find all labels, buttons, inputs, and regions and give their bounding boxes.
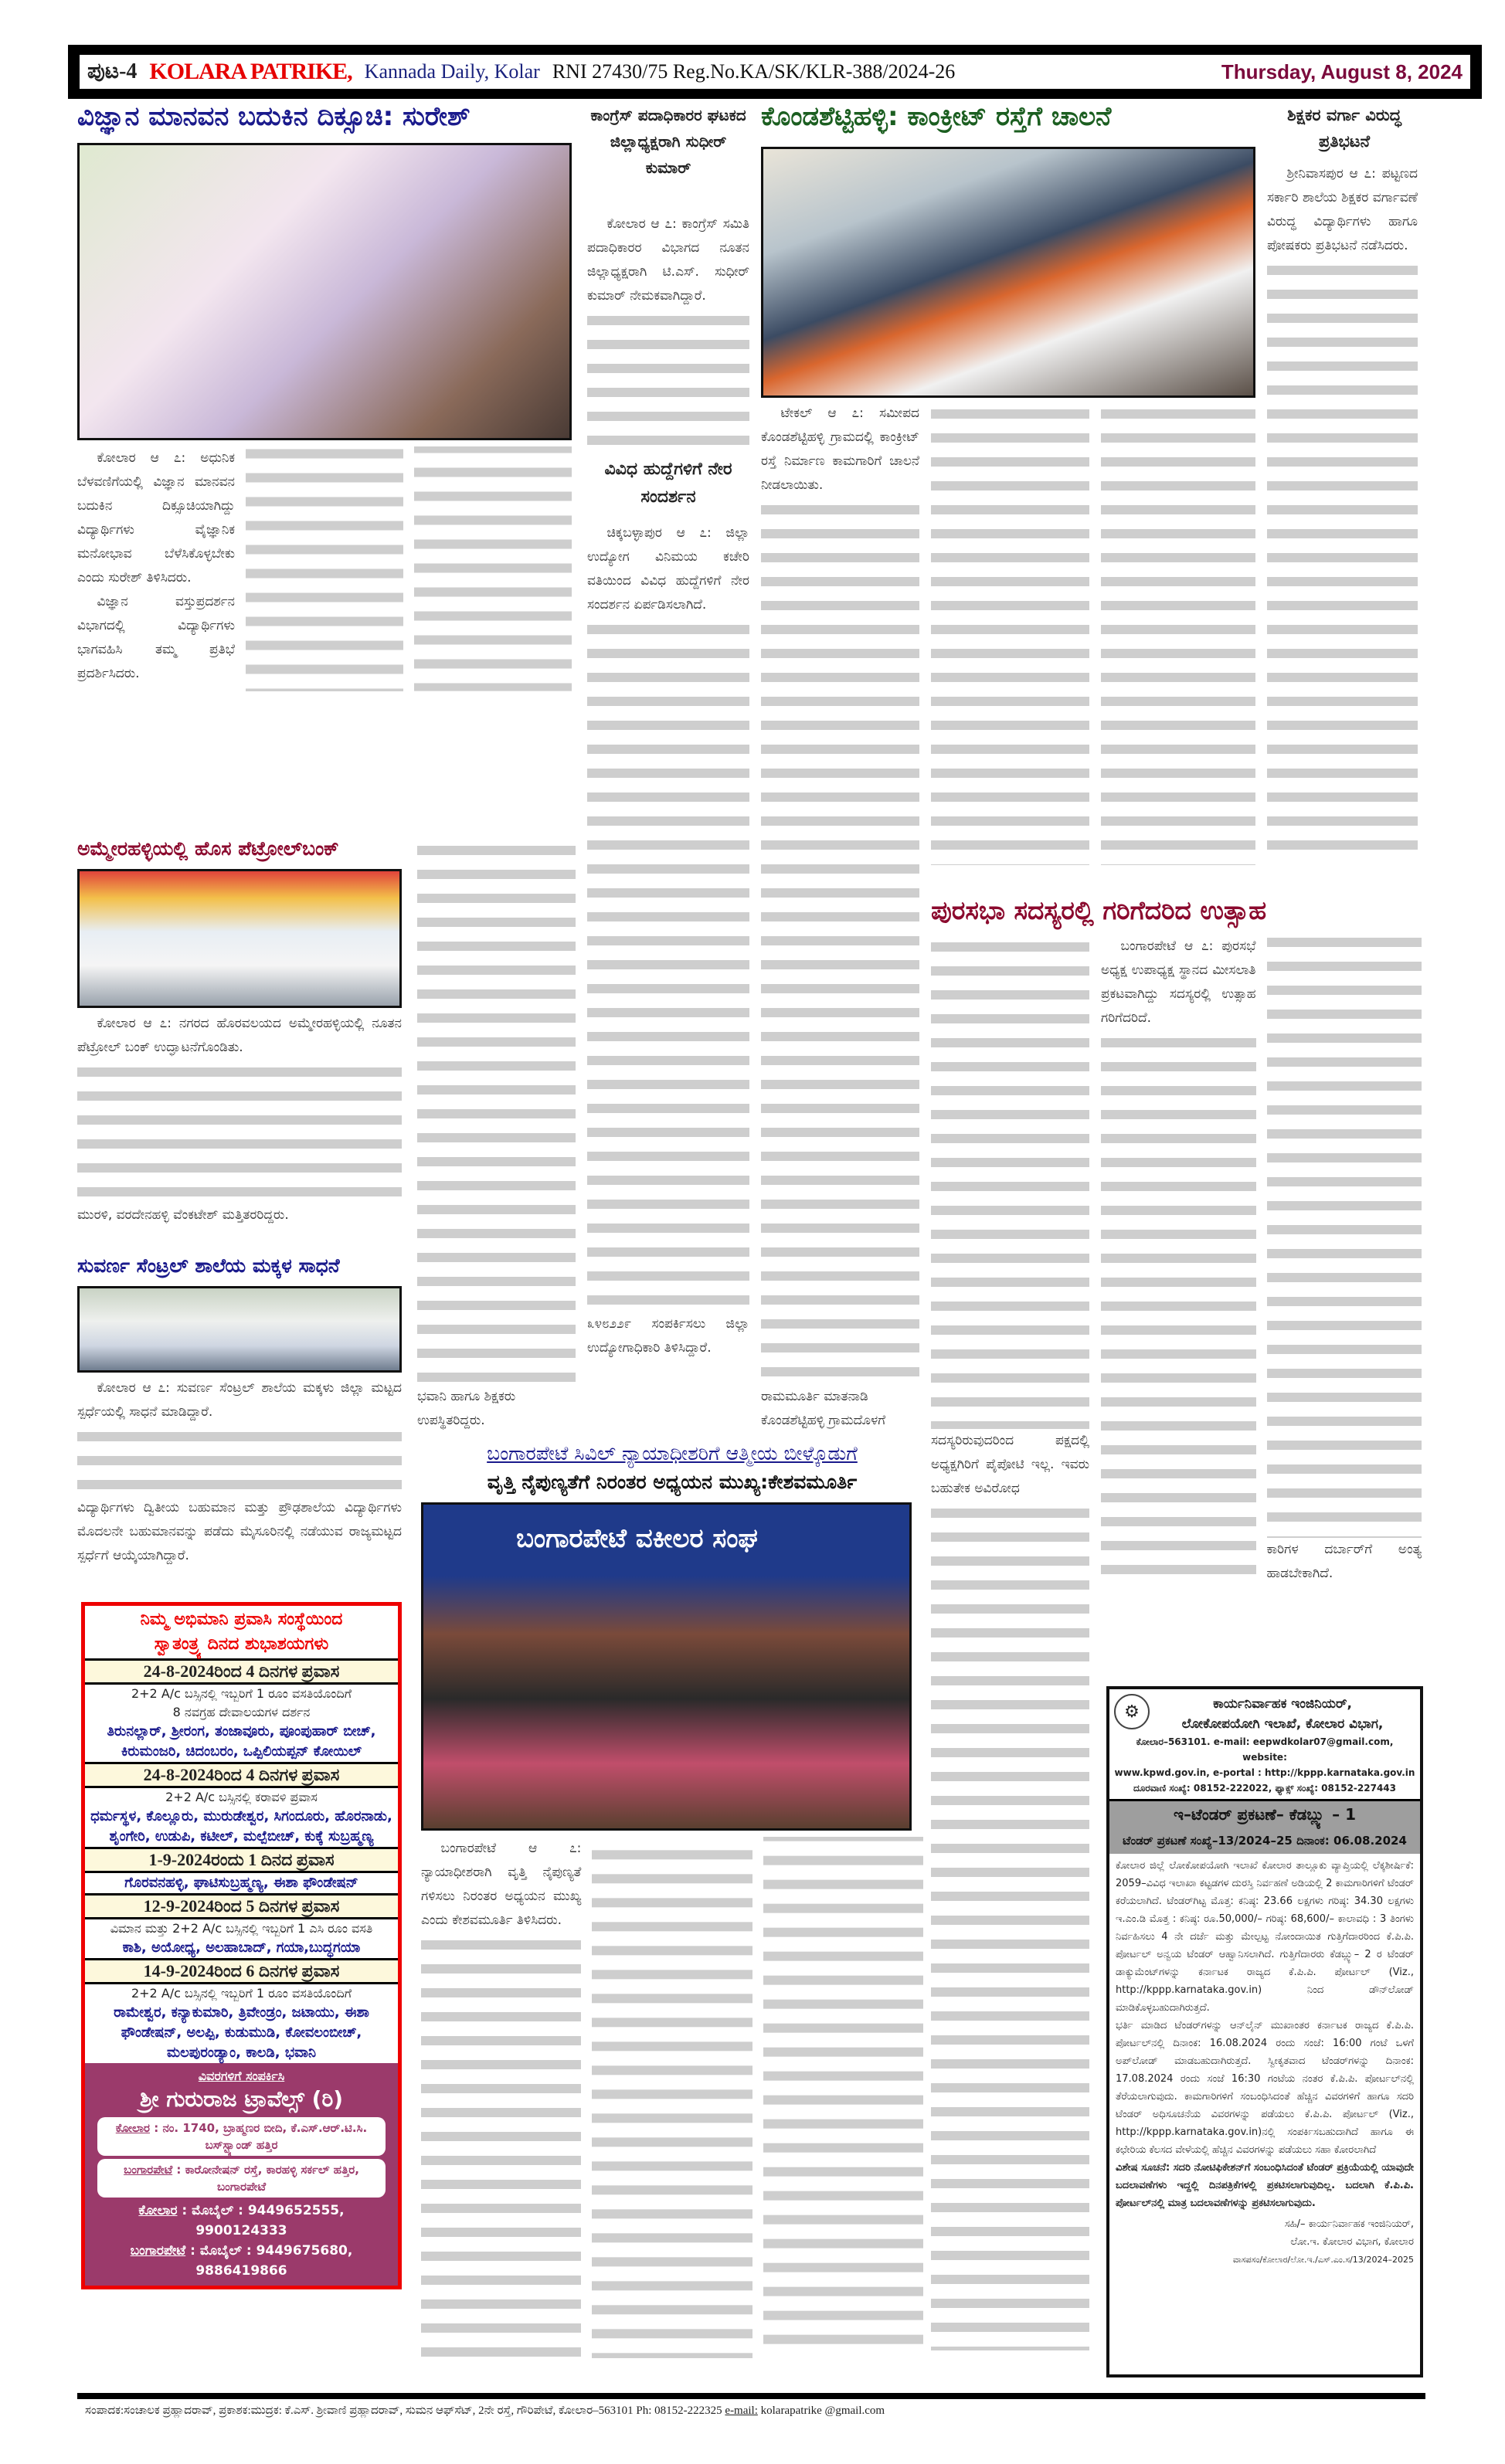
text-lines xyxy=(77,1424,402,1496)
text-lines xyxy=(1101,402,1255,865)
road-inauguration-photo xyxy=(761,147,1255,398)
text-lines xyxy=(931,402,1089,865)
kolar-address xyxy=(97,2117,386,2156)
story-subheadline: ವೃತ್ತಿ ನೈಪುಣ್ಯತೆಗೆ ನಿರಂತರ ಅಧ್ಯಯನ ಮುಖ್ಯ:ಕೇಶವಮೂರ್ತಿ xyxy=(487,1471,858,1493)
agency-name: ಶ್ರೀ ಗುರುರಾಜ ಟ್ರಾವೆಲ್ಸ್ (ರಿ) xyxy=(139,2086,344,2112)
registration-number: RNI 27430/75 Reg.No.KA/SK/KLR-388/2024-26 xyxy=(552,60,956,83)
contact-label: ವಿವರಗಳಿಗೆ ಸಂಪರ್ಕಿಸಿ xyxy=(198,2069,285,2083)
ad-title: ನಿಮ್ಮ ಅಭಿಮಾನಿ ಪ್ರವಾಸಿ ಸಂಸ್ಥೆಯಿಂದ xyxy=(140,1610,343,1629)
masthead xyxy=(77,53,1473,91)
phone-label: ಬಂಗಾರಪೇಟೆ xyxy=(130,2243,186,2259)
story-headline: ವಿಜ್ಞಾನ ಮಾನವನ ಬದುಕಿನ ದಿಕ್ಸೂಚಿ: ಸುರೇಶ್ xyxy=(77,101,471,132)
text-lines xyxy=(1267,258,1418,860)
story-body xyxy=(77,1376,402,1600)
tour-info: 2+2 A/c ಬಸ್ಸಿನಲ್ಲಿ ಇಬ್ಬರಿಗೆ 1 ರೂಂ ವಸತಿಯೊಂದಿಗೆ xyxy=(131,1986,352,2001)
tour-info: 2+2 A/c ಬಸ್ಸಿನಲ್ಲಿ ಕರಾವಳಿ ಪ್ರವಾಸ xyxy=(165,1790,318,1804)
newspaper-subtitle: Kannada Daily, Kolar xyxy=(364,60,540,83)
office-title: ಕಾರ್ಯನಿರ್ವಾಹಕ ಇಂಜಿನಿಯರ್, xyxy=(1213,1696,1352,1712)
story-headline: ಅಮ್ಮೇರಹಳ್ಳಿಯಲ್ಲಿ ಹೊಸ ಪೆಟ್ರೋಲ್‌ಬಂಕ್ xyxy=(77,837,339,860)
reference-number: ವಾಸಪಸಂ/ಕೋಲಾರ/ಲೋ.ಇ./ಎಸ್.ಎಂ.ಸ/13/2024–2025 xyxy=(1232,2255,1414,2265)
story-body xyxy=(421,1837,923,2377)
paragraph: ವಿಜ್ಞಾನ ವಸ್ತುಪ್ರದರ್ಶನ ವಿಭಾಗದಲ್ಲಿ ವಿದ್ಯಾರ್ಥಿಗಳು ಭಾಗವಹಿಸಿ ತಮ್ಮ ಪ್ರತಿಭೆ ಪ್ರದರ್ಶಿಸಿದರು. xyxy=(77,594,235,681)
tour-places: ಗೊರವನಹಳ್ಳಿ, ಘಾಟಿಸುಬ್ರಹ್ಮಣ್ಯ, ಈಶಾ ಫೌಂಡೇಷನ್ xyxy=(124,1875,358,1891)
newspaper-title: KOLARA PATRIKE, xyxy=(149,59,352,84)
text-lines xyxy=(1101,935,1422,1586)
paragraph: ಕೋಲಾರ ಆ ೭: ನಗರದ ಹೊರವಲಯದ ಅಮ್ಮೇರಹಳ್ಳಿಯಲ್ಲಿ ನೂತನ ಪೆಟ್ರೋಲ್ ಬಂಕ್ ಉದ್ಘಾಟನೆಗೊಂಡಿತು. xyxy=(77,1016,402,1055)
text-lines xyxy=(77,1060,402,1203)
email-label: e-mail: xyxy=(725,2405,758,2417)
paragraph: ಶ್ರೀನಿವಾಸಪುರ ಆ ೭: ಪಟ್ಟಣದ ಸರ್ಕಾರಿ ಶಾಲೆಯ ಶಿಕ್ಷಕರ ವರ್ಗಾವಣೆ ವಿರುದ್ಧ ವಿದ್ಯಾರ್ಥಿಗಳು ಹಾಗೂ ಪೋಷಕರು ಪ್ರತಿಭಟನೆ ನಡೆಸಿದರು. xyxy=(1267,166,1418,253)
tour-info: ವಿಮಾನ ಮತ್ತು 2+2 A/c ಬಸ್ಸಿನಲ್ಲಿ ಇಬ್ಬರಿಗೆ 1 ಎಸಿ ರೂಂ ವಸತಿ xyxy=(110,1921,373,1936)
office-address: ಕೋಲಾರ–563101. e-mail: eepwdkolar07@gmail.com, website: xyxy=(1136,1736,1394,1763)
farewell-ceremony-photo xyxy=(421,1502,912,1831)
phone-label: ಕೋಲಾರ xyxy=(138,2203,178,2218)
paragraph: ಕೋಲಾರ ಆ ೭: ಸುವರ್ಣ ಸೆಂಟ್ರಲ್ ಶಾಲೆಯ ಮಕ್ಕಳು ಜಿಲ್ಲಾ ಮಟ್ಟದ ಸ್ಪರ್ಧೆಯಲ್ಲಿ ಸಾಧನೆ ಮಾಡಿದ್ದಾರೆ. xyxy=(77,1380,402,1420)
paragraph: ೩೪೮೨೨೯ ಸಂಪರ್ಕಿಸಲು ಜಿಲ್ಲಾ ಉದ್ಯೋಗಾಧಿಕಾರಿ ತಿಳಿಸಿದ್ದಾರೆ. xyxy=(587,1316,749,1356)
tour-date: 12-9-2024ರಿಂದ 5 ದಿನಗಳ ಪ್ರವಾಸ xyxy=(85,1893,398,1919)
paragraph: ಟೇಕಲ್ ಆ ೭: ಸಮೀಪದ ಕೊಂಡಶೆಟ್ಟಿಹಳ್ಳಿ ಗ್ರಾಮದಲ್ಲಿ ಕಾಂಕ್ರೀಟ್ ರಸ್ತೆ ನಿರ್ಮಾಣ ಕಾಮಗಾರಿಗೆ ಚಾಲನೆ ನೀಡಲಾಯಿತು. xyxy=(761,406,919,493)
paragraph: ಸದಸ್ಯರಿರುವುದರಿಂದ ಪಕ್ಷದಲ್ಲಿ ಅಧ್ಯಕ್ಷಗಿರಿಗೆ ಪೈಪೋಟಿ ಇಲ್ಲ. ಇವರು ಬಹುತೇಕ ಅವಿರೋಧ xyxy=(931,1433,1089,1496)
bangarapet-phone xyxy=(91,2241,392,2281)
text-lines xyxy=(587,308,749,448)
notice-paragraph: ಭರ್ತಿ ಮಾಡಿದ ಟೆಂಡರ್‌ಗಳನ್ನು ಆನ್‌ಲೈನ್ ಮುಖಾಂತರ ಕರ್ನಾಟಕ ರಾಜ್ಯದ ಕೆ.ಪಿ.ಪಿ. ಪೋರ್ಟಲ್‌ನಲ್ಲಿ ದಿನಾಂಕ: 16.08.2024 ರಂದು ಸಂಜೆ: 16:00 ಗಂಟೆ ಒಳಗೆ ಅಪ್‌ಲೋಡ್ ಮಾಡಬಹುದಾಗಿರುತ್ತದೆ. ಸ್ವೀಕೃತವಾದ ಟೆಂಡರ್‌ಗಳನ್ನು ದಿನಾಂಕ: 17.08.2024 ರಂದು ಸಂಜೆ 16:30 ಗಂಟೆಯ ನಂತರ ಕೆ.ಪಿ.ಪಿ. ಪೋರ್ಟಲ್‌ನಲ್ಲಿ ತೆರೆಯಲಾಗುವುದು. ಕಾಮಗಾರಿಗಳಿಗೆ ಸಂಬಂಧಿಸಿದಂತೆ ಹೆಚ್ಚಿನ ವಿವರಗಳಿಗೆ ಹಾಗೂ ಸದರಿ ಟೆಂಡರ್ ಅಧಿಸೂಚನೆಯ ವಿವರಗಳನ್ನು ಪಡೆಯಲು ಕೆ.ಪಿ.ಪಿ. ಪೋರ್ಟಲ್ (Viz., http://kppp.karnataka.gov.in)ನಲ್ಲಿ ಸಂಪರ್ಕಿಸಬಹುದಾಗಿದೆ ಹಾಗೂ ಈ ಕಛೇರಿಯ ಕೆಲಸದ ವೇಳೆಯಲ್ಲಿ ಹೆಚ್ಚಿನ ವಿವರಗಳನ್ನು ಪಡೆಯಲು ಸಹಾ ಕೋರಲಾಗಿದೆ xyxy=(1116,2020,1414,2156)
travel-advertisement xyxy=(81,1602,402,2289)
paragraph: ಕಾರಿಗಳ ದರ್ಬಾರ್‌ಗೆ ಅಂತ್ಯ ಹಾಡಬೇಕಾಗಿದೆ. xyxy=(1266,1542,1422,1581)
tour-places: ಕಾಶಿ, ಅಯೋಧ್ಯ, ಅಲಹಾಬಾದ್, ಗಯಾ,ಬುದ್ಧಗಯಾ xyxy=(122,1940,361,1956)
tour-places: ಧರ್ಮಸ್ಥಳ, ಕೊಲ್ಲೂರು, ಮುರುಡೇಶ್ವರ, ಸಿಗಂದೂರು, ಹೊರನಾಡು, ಶೃಂಗೇರಿ, ಉಡುಪಿ, ಕಟೀಲ್, ಮಲ್ಪೆಬೀಚ್, ಕುಕ್ಕೆ ಸುಬ್ರಹ್ಮಣ್ಯ xyxy=(90,1808,392,1845)
story-body xyxy=(417,838,576,1433)
tender-notice xyxy=(1106,1686,1423,2377)
tour-date: 24-8-2024ರಿಂದ 4 ದಿನಗಳ ಪ್ರವಾಸ xyxy=(85,1658,398,1685)
notice-special-note: ವಿಶೇಷ ಸೂಚನೆ: ಸದರಿ ನೋಟಿಫಿಕೇಶನ್‌ಗೆ ಸಂಬಂಧಿಸಿದಂತೆ ಟೆಂಡರ್ ಪ್ರಕ್ರಿಯೆಯಲ್ಲಿ ಯಾವುದೇ ಬದಲಾವಣೆಗಳು ಇದ್ದಲ್ಲಿ ದಿನಪತ್ರಿಕೆಗಳಲ್ಲಿ ಪ್ರಕಟಿಸಲಾಗುವುದಿಲ್ಲ. ಬದಲಾಗಿ ಕೆ.ಪಿ.ಪಿ. ಪೋರ್ಟಲ್‌ನಲ್ಲಿ ಮಾತ್ರ ಬದಲಾವಣೆಗಳನ್ನು ಪ್ರಕಟಿಸಲಾಗುವುದು. xyxy=(1116,2162,1414,2209)
phone-numbers: : ಮೊಬೈಲ್ : 9449652555, 9900124333 xyxy=(182,2203,345,2238)
page-number: ಪುಟ-4 xyxy=(87,59,138,83)
notice-paragraph: ಕೋಲಾರ ಜಿಲ್ಲೆ ಲೋಕೋಪಯೋಗಿ ಇಲಾಖೆ ಕೋಲಾರ ತಾಲ್ಲೂಕು ವ್ಯಾಪ್ತಿಯಲ್ಲಿ ಲೆಕ್ಕಶೀರ್ಷಿಕೆ: 2059–ವಿವಿಧ ಇಲಾಖಾ ಕಟ್ಟಡಗಳ ದುರಸ್ತಿ ನಿರ್ವಹಣೆ ಅಡಿಯಲ್ಲಿ 2 ಕಾಮಗಾರಿಗಳಿಗೆ ಟೆಂಡರ್ ಕರೆಯಲಾಗಿದೆ. ಟೆಂಡರ್‌ಗಿಟ್ಟ ಮೊತ್ತ: ಕನಿಷ್ಠ: 23.66 ಲಕ್ಷಗಳು ಗರಿಷ್ಠ: 34.30 ಲಕ್ಷಗಳು ಇ.ಎಂ.ಡಿ ಮೊತ್ತ : ಕನಿಷ್ಠ: ರೂ.50,000/– ಗರಿಷ್ಠ: 68,600/– ಕಾಲಾವಧಿ : 3 ತಿಂಗಳು ನಿರ್ವಹಿಸಲು 4 ನೇ ದರ್ಜೆ ಮತ್ತು ಮೇಲ್ಪಟ್ಟ ನೋಂದಾಯಿತ ಗುತ್ತಿಗೆದಾರರಿಂದ ಕೆ.ಪಿ.ಪಿ. ಪೋರ್ಟಲ್ ಅನ್ವಯ ಟೆಂಡರ್ ಆಹ್ವಾನಿಸಲಾಗಿದೆ. ಗುತ್ತಿಗೆದಾರರು ಕೆಡಬ್ಲ್ಯು– 2 ರ ಟೆಂಡರ್ ಡಾಕ್ಯುಮೆಂಟ್‌ಗಳನ್ನು ಕರ್ನಾಟಕ ರಾಜ್ಯದ ಕೆ.ಪಿ.ಪಿ. ಪೋರ್ಟಲ್ (Viz., http://kppp.karnataka.gov.in) ನಿಂದ ಡೌನ್‌ಲೋಡ್ ಮಾಡಿಕೊಳ್ಳಬಹುದಾಗಿರುತ್ತದೆ. xyxy=(1116,1860,1414,2014)
imprint-text: ಸಂಪಾದಕ:ಸಂಚಾಲಕ ಪ್ರಹ್ಲಾದರಾವ್, ಪ್ರಕಾಶಕ:ಮುದ್ರಕ: ಕೆ.ಎಸ್. ಶ್ರೀವಾಣಿ ಪ್ರಹ್ಲಾದರಾವ್, ಸುಮನ ಆಫ್‌ಸೆಟ್, 2ನೇ ರಸ್ತೆ, ಗೌರಿಪೇಟೆ, ಕೋಲಾರ–563101 Ph: 08152-222325 xyxy=(85,2405,722,2417)
story-body xyxy=(761,402,919,1433)
school-students-photo xyxy=(77,1286,402,1373)
footer-rule xyxy=(77,2393,1425,2399)
kolar-phone xyxy=(91,2201,392,2241)
notice-number: ಟೆಂಡರ್ ಪ್ರಕಟಣೆ ಸಂಖ್ಯೆ–13/2024–25 ದಿನಾಂಕ: 06.08.2024 xyxy=(1123,1834,1407,1848)
bangarapet-address xyxy=(97,2159,386,2198)
signature: ಸಹಿ/– ಕಾರ್ಯನಿರ್ವಾಹಕ ಇಂಜಿನಿಯರ್, xyxy=(1284,2218,1414,2230)
story-body xyxy=(1267,162,1418,881)
paragraph: ಮುರಳಿ, ವರದೇನಹಳ್ಳಿ ವೆಂಕಟೇಶ್ ಮತ್ತಿತರರಿದ್ದರು. xyxy=(77,1207,289,1223)
address-label: ಕೋಲಾರ xyxy=(115,2121,150,2135)
ad-title: ಸ್ವಾತಂತ್ರ್ಯ ದಿನದ ಶುಭಾಶಯಗಳು xyxy=(154,1634,329,1654)
story-headline: ಕಾಂಗ್ರೆಸ್ ಪದಾಧಿಕಾರರ ಘಟಕದ ಜಿಲ್ಲಾಧ್ಯಕ್ಷರಾಗಿ ಸುಧೀರ್ ಕುಮಾರ್ xyxy=(590,106,746,177)
story-headline: ಶಿಕ್ಷಕರ ವರ್ಗಾ ವಿರುದ್ಧ ಪ್ರತಿಭಟನೆ xyxy=(1287,106,1401,151)
story-body xyxy=(1101,402,1255,881)
tour-places: ರಾಮೇಶ್ವರ, ಕನ್ಯಾಕುಮಾರಿ, ತ್ರಿವೇಂಡ್ರಂ, ಜಟಾಯು, ಈಶಾ ಫೌಂಡೇಷನ್, ಅಲಪ್ಪಿ, ಕುಡುಮುಡಿ, ಕೋವಲಂಬೀಚ್, ಮಲಪುರಂಡ್ಯಾಂ, ಕಾಲಡಿ, ಭವಾನಿ xyxy=(114,2004,369,2061)
paragraph: ರಾಮಮೂರ್ತಿ ಮಾತನಾಡಿ ಕೊಂಡಶೆಟ್ಟಿಹಳ್ಳಿ ಗ್ರಾಮದೊಳಗೆ xyxy=(761,1389,886,1428)
tour-info: 8 ನವಗ್ರಹ ದೇವಾಲಯಗಳ ದರ್ಶನ xyxy=(172,1705,311,1719)
story-body xyxy=(77,1012,402,1259)
school-event-photo xyxy=(77,143,572,440)
office-phone: ದೂರವಾಣಿ ಸಂಖ್ಯೆ: 08152-222022, ಫ್ಯಾಕ್ಸ್ ಸಂಖ್ಯೆ: 08152-227443 xyxy=(1133,1783,1397,1794)
story-headline: ವಿವಿಧ ಹುದ್ದೆಗಳಿಗೆ ನೇರ ಸಂದರ್ಶನ xyxy=(604,460,732,507)
text-lines xyxy=(931,1501,1089,2350)
tour-info: 2+2 A/c ಬಸ್ಸಿನಲ್ಲಿ ಇಬ್ಬರಿಗೆ 1 ರೂಂ ವಸತಿಯೊಂದಿಗೆ xyxy=(131,1686,352,1701)
story-body xyxy=(77,446,572,833)
notice-title: ಇ–ಟೆಂಡರ್ ಪ್ರಕಟಣೆ– ಕೆಡಬ್ಲ್ಯು – 1 xyxy=(1173,1805,1356,1824)
text-lines xyxy=(761,497,919,1385)
story-body xyxy=(1101,935,1422,1661)
office-website: www.kpwd.gov.in, e-portal : http://kppp.karnataka.gov.in xyxy=(1114,1767,1415,1778)
pwd-emblem-icon: ⚙ xyxy=(1114,1694,1150,1729)
text-lines xyxy=(931,935,1089,1429)
signature: ಲೋ.ಇ. ಕೋಲಾರ ವಿಭಾಗ, ಕೋಲಾರ xyxy=(1290,2236,1414,2248)
paragraph: ಬಂಗಾರಪೇಟೆ ಆ ೭: ಪುರಸಭೆ ಅಧ್ಯಕ್ಷ ಉಪಾಧ್ಯಕ್ಷ ಸ್ಥಾನದ ಮೀಸಲಾತಿ ಪ್ರಕಟವಾಗಿದ್ದು ಸದಸ್ಯರಲ್ಲಿ ಉತ್ಸಾಹ ಗರಿಗೆದರಿದೆ. xyxy=(1101,938,1256,1026)
text-lines xyxy=(587,617,749,1312)
story-headline: ಬಂಗಾರಪೇಟೆ ಸಿವಿಲ್ ನ್ಯಾಯಾಧೀಶರಿಗೆ ಆತ್ಮೀಯ ಬೀಳ್ಕೊಡುಗೆ xyxy=(487,1442,858,1464)
story-body xyxy=(931,402,1089,881)
tour-date: 24-8-2024ರಿಂದ 4 ದಿನಗಳ ಪ್ರವಾಸ xyxy=(85,1762,398,1788)
paragraph: ಭವಾನಿ ಹಾಗೂ ಶಿಕ್ಷಕರು ಉಪಸ್ಥಿತರಿದ್ದರು. xyxy=(417,1389,516,1428)
address-label: ಬಂಗಾರಪೇಟೆ xyxy=(124,2163,173,2177)
tour-date: 14-9-2024ರಿಂದ 6 ದಿನಗಳ ಪ್ರವಾಸ xyxy=(85,1958,398,1984)
paragraph: ಕೋಲಾರ ಆ ೭: ಕಾಂಗ್ರೆಸ್ ಸಮಿತಿ ಪದಾಧಿಕಾರರ ವಿಭಾಗದ ನೂತನ ಜಿಲ್ಲಾಧ್ಯಕ್ಷರಾಗಿ ಟಿ.ಎಸ್. ಸುಧೀರ್ ಕುಮಾರ್ ನೇಮಕವಾಗಿದ್ದಾರೆ. xyxy=(587,216,749,304)
story-body xyxy=(587,521,749,1429)
paragraph: ವಿದ್ಯಾರ್ಥಿಗಳು ದ್ವಿತೀಯ ಬಹುಮಾನ ಮತ್ತು ಪ್ರೌಢಶಾಲೆಯ ವಿದ್ಯಾರ್ಥಿಗಳು ಮೊದಲನೇ ಬಹುಮಾನವನ್ನು ಪಡೆದು ಮೈಸೂರಿನಲ್ಲಿ ನಡೆಯುವ ರಾಜ್ಯಮಟ್ಟದ ಸ್ಪರ್ಧೆಗೆ ಆಯ್ಕೆಯಾಗಿದ್ದಾರೆ. xyxy=(77,1500,402,1563)
story-headline: ಪುರಸಭಾ ಸದಸ್ಯರಲ್ಲಿ ಗರಿಗೆದರಿದ ಉತ್ಸಾಹ xyxy=(931,895,1267,925)
story-body xyxy=(931,935,1089,2379)
phone-numbers: : ಮೊಬೈಲ್ : 9449675680, 9886419866 xyxy=(190,2243,353,2279)
paragraph: ಬಂಗಾರಪೇಟೆ ಆ ೭: ನ್ಯಾಯಾಧೀಶರಾಗಿ ವೃತ್ತಿ ನೈಪುಣ್ಯತೆ ಗಳಿಸಲು ನಿರಂತರ ಅಧ್ಯಯನ ಮುಖ್ಯ ಎಂದು ಕೇಶವಮೂರ್ತಿ ತಿಳಿಸಿದರು. xyxy=(421,1841,582,1928)
advocates-association-banner: ಬಂಗಾರಪೇಟೆ ವಕೀಲರ ಸಂಘ xyxy=(516,1523,758,1554)
issue-date: Thursday, August 8, 2024 xyxy=(1221,59,1463,83)
office-title: ಲೋಕೋಪಯೋಗಿ ಇಲಾಖೆ, ಕೋಲಾರ ವಿಭಾಗ, xyxy=(1181,1716,1384,1732)
email-address: kolarapatrike @gmail.com xyxy=(760,2405,885,2417)
text-lines xyxy=(417,838,576,1385)
address-text: : ನಂ. 1740, ಬ್ರಾಹ್ಮಣರ ಬೀದಿ, ಕೆ.ಎಸ್.ಆರ್.ಟಿ.ಸಿ. ಬಸ್‌ಸ್ಟ್ಯಾಂಡ್ ಹತ್ತಿರ xyxy=(154,2121,368,2152)
paragraph: ಚಿಕ್ಕಬಳ್ಳಾಪುರ ಆ ೭: ಜಿಲ್ಲಾ ಉದ್ಯೋಗ ವಿನಿಮಯ ಕಚೇರಿ ವತಿಯಿಂದ ವಿವಿಧ ಹುದ್ದೆಗಳಿಗೆ ನೇರ ಸಂದರ್ಶನ ಏರ್ಪಡಿಸಲಾಗಿದೆ. xyxy=(587,525,749,613)
paragraph: ಕೋಲಾರ ಆ ೭: ಅಧುನಿಕ ಬೆಳವಣಿಗೆಯಲ್ಲಿ ವಿಜ್ಞಾನ ಮಾನವನ ಬದುಕಿನ ದಿಕ್ಸೂಚಿಯಾಗಿದ್ದು ವಿದ್ಯಾರ್ಥಿಗಳು ವೈಜ್ಞಾನಿಕ ಮನೋಭಾವ ಬೆಳೆಸಿಕೊಳ್ಳಬೇಕು ಎಂದು ಸುರೇಶ್ ತಿಳಿಸಿದರು. xyxy=(77,450,235,585)
address-text: : ಕಾರೋನೇಷನ್ ರಸ್ತೆ, ಕಾರಹಳ್ಳಿ ಸರ್ಕಲ್ ಹತ್ತಿರ, ಬಂಗಾರಪೇಟೆ xyxy=(176,2163,359,2194)
tour-places: ತಿರುನಲ್ಲಾರ್, ಶ್ರೀರಂಗ, ತಂಜಾವೂರು, ಪೂಂಪುಹಾರ್ ಬೀಚ್, ಕಿರುಮಂಜರಿ, ಚಿದಂಬರಂ, ಒಪ್ಪಿಲಿಯಪ್ಪನ್ ಕೋಯಿಲ್ xyxy=(107,1723,376,1760)
story-body xyxy=(587,212,749,448)
story-headline: ಸುವರ್ಣ ಸೆಂಟ್ರಲ್ ಶಾಲೆಯ ಮಕ್ಕಳ ಸಾಧನೆ xyxy=(77,1254,340,1277)
footer-imprint xyxy=(85,2404,1429,2418)
agency-contact-panel xyxy=(85,2063,398,2286)
story-headline: ಕೊಂಡಶೆಟ್ಟಿಹಳ್ಳಿ: ಕಾಂಕ್ರೀಟ್ ರಸ್ತೆಗೆ ಚಾಲನೆ xyxy=(761,101,1112,132)
tour-date: 1-9-2024ರಂದು 1 ದಿನದ ಪ್ರವಾಸ xyxy=(85,1847,398,1873)
petrol-bunk-photo xyxy=(77,869,402,1008)
